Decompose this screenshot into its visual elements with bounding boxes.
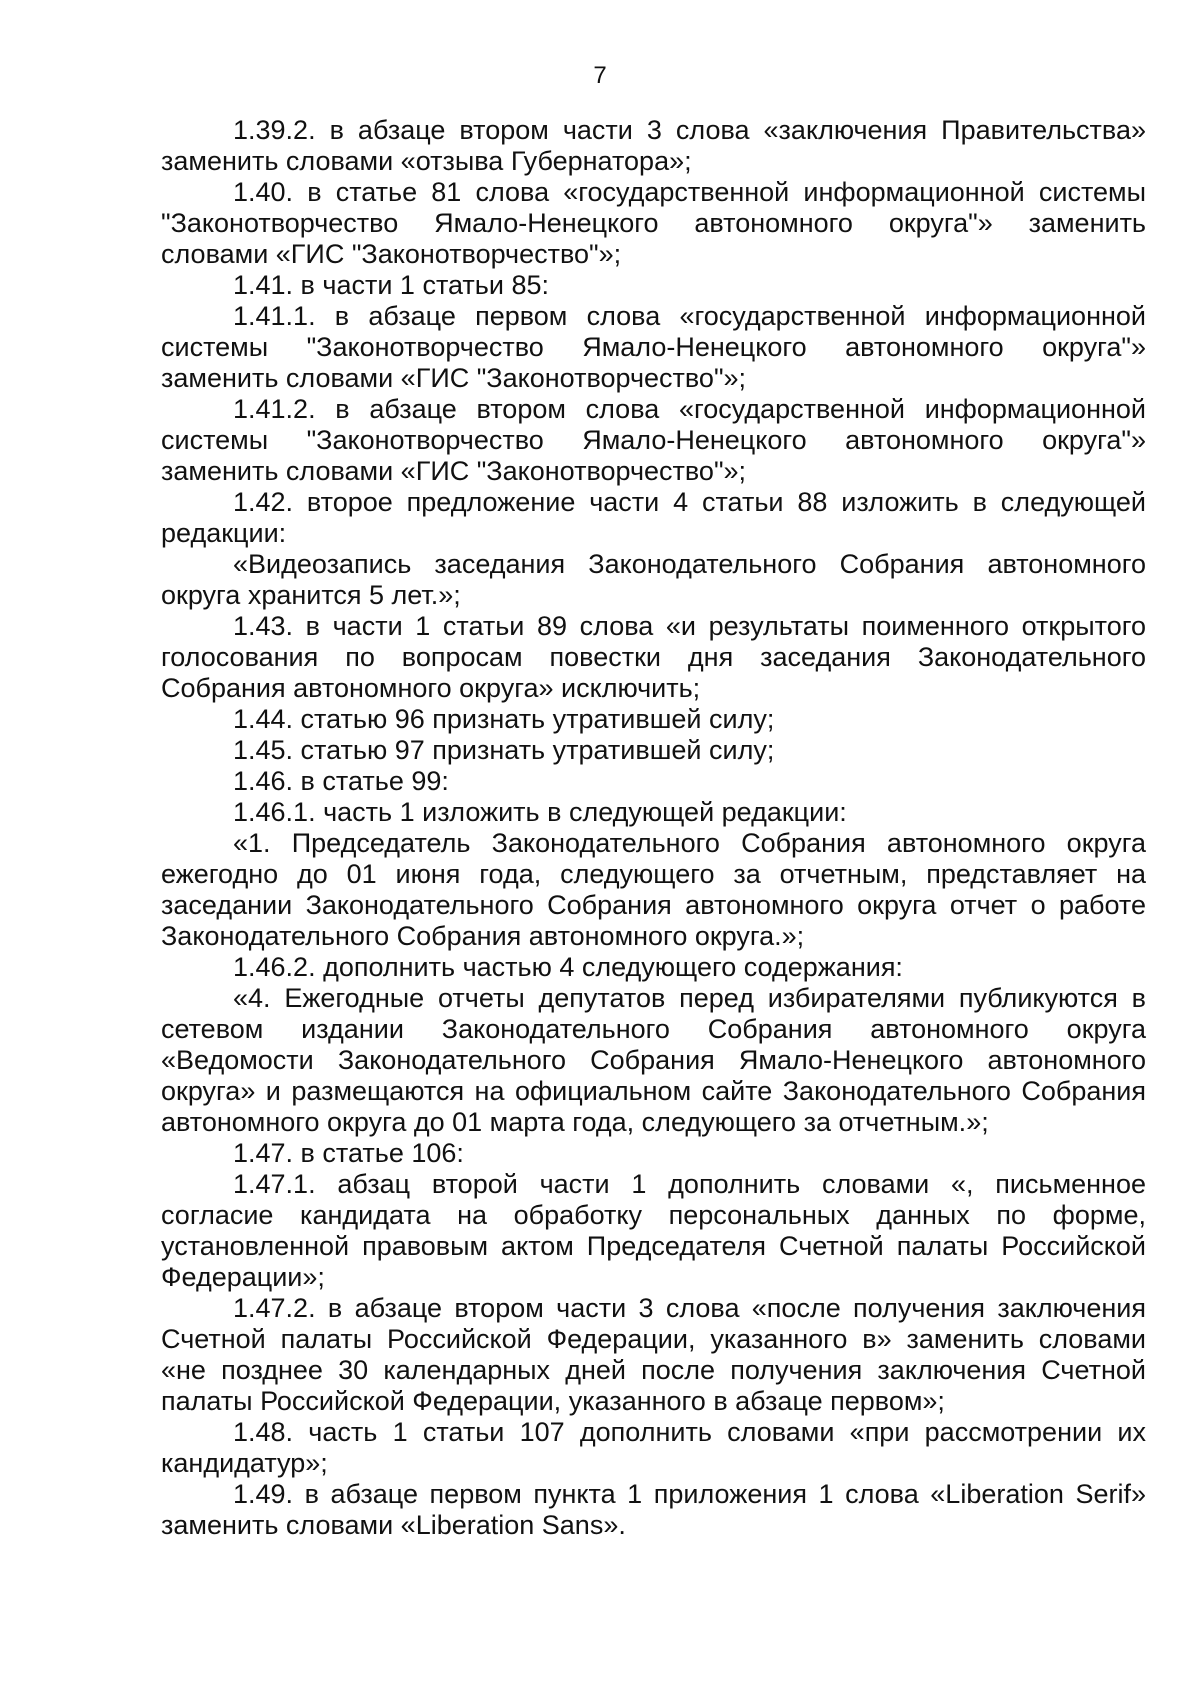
quoted-text-video-record: «Видеозапись заседания Законодательного Собрания автономного округа хранится 5 лет.»; (161, 549, 1146, 610)
paragraph-1-39-2: 1.39.2. в абзаце втором части 3 слова «заключения Правительства» заменить словами «отзыва Губернатора»; (161, 115, 1146, 176)
paragraph-1-42: 1.42. второе предложение части 4 статьи 88 изложить в следующей редакции: (161, 487, 1146, 548)
paragraph-1-47-2: 1.47.2. в абзаце втором части 3 слова «после получения заключения Счетной палаты Российской Федерации, указанного в» заменить словами «не позднее 30 календарных дней после получения заключения Счетной палаты Российской Федерации, указанного в абзаце первом»; (161, 1293, 1146, 1416)
paragraph-1-43: 1.43. в части 1 статьи 89 слова «и результаты поименного открытого голосования по вопросам повестки дня заседания Законодательного Собрания автономного округа» исключить; (161, 611, 1146, 703)
paragraph-1-46-1: 1.46.1. часть 1 изложить в следующей редакции: (233, 797, 847, 827)
paragraph-1-49: 1.49. в абзаце первом пункта 1 приложения 1 слова «Liberation Serif» заменить словами «Liberation Sans». (161, 1479, 1146, 1540)
quoted-text-chairman-report: «1. Председатель Законодательного Собрания автономного округа ежегодно до 01 июня года, следующего за отчетным, представляет на заседании Законодательного Собрания автономного округа отчет о работе Законодательного Собрания автономного округа.»; (161, 828, 1146, 951)
paragraph-1-44: 1.44. статью 96 признать утратившей силу; (233, 704, 775, 734)
paragraph-1-46: 1.46. в статье 99: (233, 766, 449, 796)
paragraph-1-46-2: 1.46.2. дополнить частью 4 следующего содержания: (233, 952, 903, 982)
paragraph-1-41-1: 1.41.1. в абзаце первом слова «государственной информационной системы "Законотворчество Ямало-Ненецкого автономного округа"» заменить словами «ГИС "Законотворчество"»; (161, 301, 1146, 393)
page-number: 7 (593, 62, 607, 89)
paragraph-1-40: 1.40. в статье 81 слова «государственной информационной системы "Законотворчество Ямало-Ненецкого автономного округа"» заменить словами «ГИС "Законотворчество"»; (161, 177, 1146, 269)
paragraph-1-47-1: 1.47.1. абзац второй части 1 дополнить словами «, письменное согласие кандидата на обработку персональных данных по форме, установленной правовым актом Председателя Счетной палаты Российской Федерации»; (161, 1169, 1146, 1292)
document-body (161, 115, 1146, 1541)
paragraph-1-45: 1.45. статью 97 признать утратившей силу; (233, 735, 775, 765)
paragraph-1-41: 1.41. в части 1 статьи 85: (233, 270, 549, 300)
paragraph-1-48: 1.48. часть 1 статьи 107 дополнить словами «при рассмотрении их кандидатур»; (161, 1417, 1146, 1478)
paragraph-1-47: 1.47. в статье 106: (233, 1138, 464, 1168)
paragraph-1-41-2: 1.41.2. в абзаце втором слова «государственной информационной системы "Законотворчество Ямало-Ненецкого автономного округа"» заменить словами «ГИС "Законотворчество"»; (161, 394, 1146, 486)
quoted-text-deputy-reports: «4. Ежегодные отчеты депутатов перед избирателями публикуются в сетевом издании Законодательного Собрания автономного округа «Ведомости Законодательного Собрания Ямало-Ненецкого автономного округа» и размещаются на официальном сайте Законодательного Собрания автономного округа до 01 марта года, следующего за отчетным.»; (161, 983, 1146, 1137)
